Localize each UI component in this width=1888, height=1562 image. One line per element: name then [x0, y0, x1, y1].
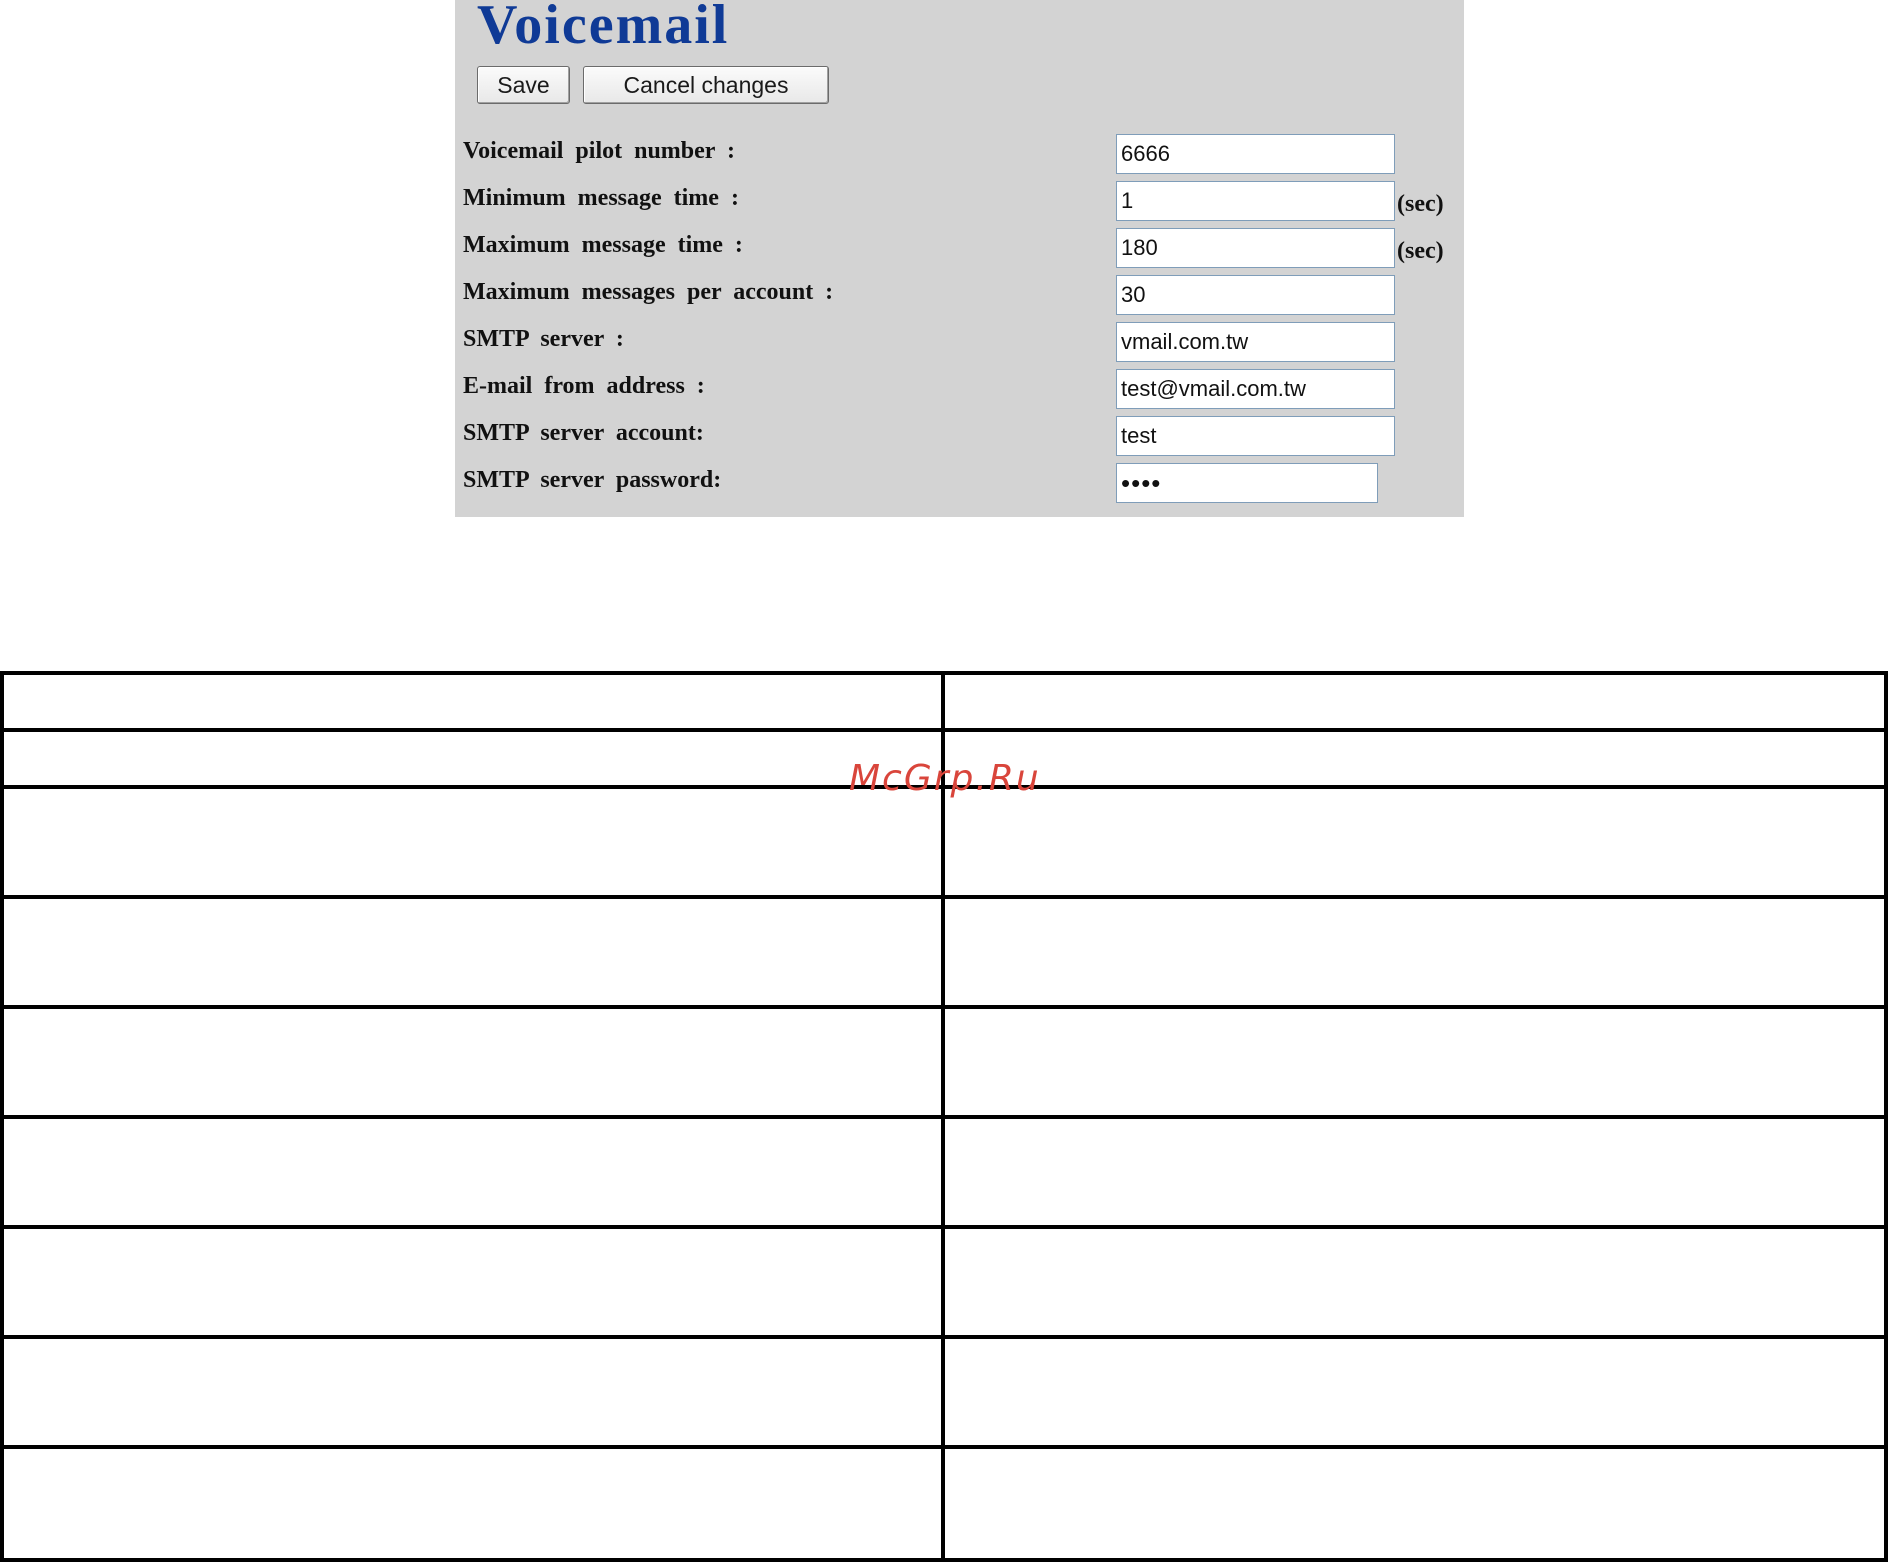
smtp-password-label: SMTP server password: [463, 467, 722, 493]
page-title: Voicemail [477, 0, 730, 56]
voicemail-panel [455, 0, 1464, 517]
smtp-account-input[interactable] [1116, 416, 1395, 456]
email-from-row [455, 369, 1464, 409]
max-message-time-row [455, 228, 1464, 268]
pilot-number-row [455, 134, 1464, 174]
empty-table [0, 671, 1888, 1562]
cancel-changes-button[interactable]: Cancel changes [583, 66, 829, 104]
smtp-account-label: SMTP server account: [463, 420, 704, 446]
smtp-server-input[interactable] [1116, 322, 1395, 362]
table-border-line [1884, 671, 1888, 1562]
smtp-server-label: SMTP server : [463, 326, 624, 352]
max-message-time-unit: (sec) [1397, 238, 1444, 264]
min-message-time-row [455, 181, 1464, 221]
table-border-line [0, 671, 4, 1562]
pilot-number-input[interactable] [1116, 134, 1395, 174]
save-button[interactable]: Save [477, 66, 570, 104]
email-from-label: E-mail from address : [463, 373, 705, 399]
watermark-text: McGrp.Ru [849, 758, 1041, 799]
min-message-time-input[interactable] [1116, 181, 1395, 221]
min-message-time-unit: (sec) [1397, 191, 1444, 217]
min-message-time-label: Minimum message time : [463, 185, 739, 211]
smtp-account-row [455, 416, 1464, 456]
max-messages-input[interactable] [1116, 275, 1395, 315]
pilot-number-label: Voicemail pilot number : [463, 138, 736, 164]
table-border-line [941, 671, 945, 1562]
max-messages-label: Maximum messages per account : [463, 279, 834, 305]
smtp-server-row [455, 322, 1464, 362]
email-from-input[interactable] [1116, 369, 1395, 409]
max-messages-row [455, 275, 1464, 315]
smtp-password-row [455, 463, 1464, 503]
smtp-password-input[interactable] [1116, 463, 1378, 503]
max-message-time-input[interactable] [1116, 228, 1395, 268]
max-message-time-label: Maximum message time : [463, 232, 743, 258]
